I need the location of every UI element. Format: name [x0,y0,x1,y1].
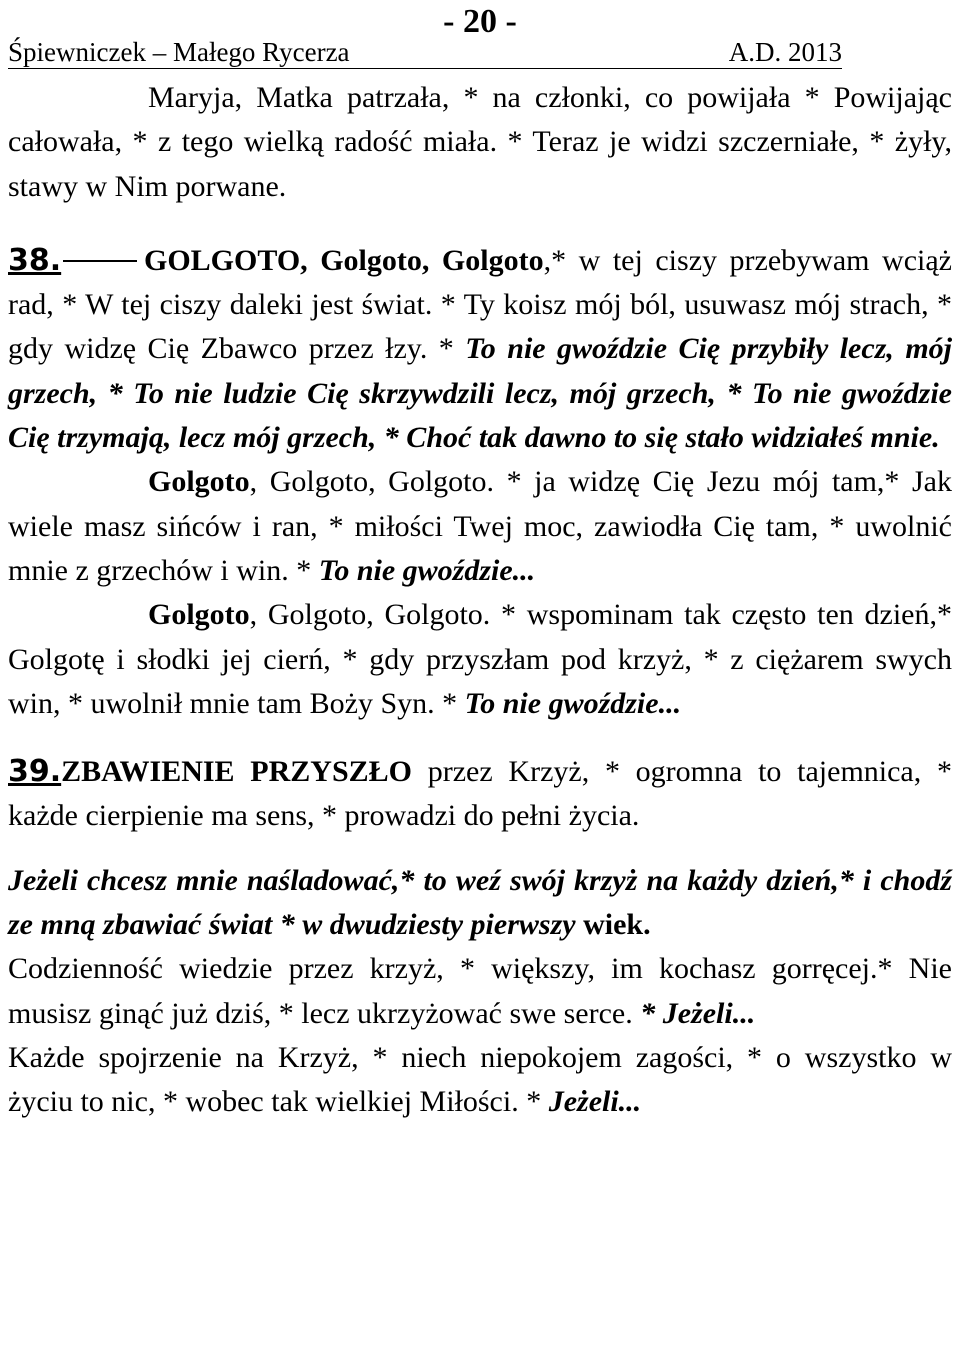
page-body [8,76,952,1125]
song-39-verse-3-text: Każde spojrzenie na Krzyż, * niech niepokojem zagości, * o wszystko w życiu to nic, * wobec tak wielkiej Miłości. * [8,1040,952,1119]
song-39-number: 39. [8,754,62,790]
song-39-verse-3 [8,1036,952,1125]
song-39-refrain-text: Jeżeli chcesz mnie naśladować,* to weź swój krzyż na każdy dzień,* i chodź ze mną zbawiać świat * w dwudziesty pierwszy [8,863,952,942]
song-39-verse-1-text: przez Krzyż, * ogromna to tajemnica, * każde cierpienie ma sens, * prowadzi do pełni życia. [8,755,952,833]
header-year: A.D. 2013 [728,37,842,67]
song-39-title: ZBAWIENIE PRZYSZŁO [61,755,412,789]
song-39-refrain-end: wiek. [583,908,651,942]
song-38-verse-1 [8,239,952,460]
song-39-verse-2-text: Codzienność wiedzie przez krzyż, * większy, im kochasz gorręcej.* Nie musisz ginąć już dziś, * lecz ukrzyżować swe serce. [8,952,952,1030]
song-38-verse-2-refrain: To nie gwoździe... [318,553,536,587]
song-39-verse-2 [8,947,952,1036]
song-38-verse-2-text: , Golgoto, Golgoto. * ja widzę Cię Jezu mój tam,* Jak wiele masz sińców i ran, * miłości Twej moc, zawiodła Cię tam, * uwolnić mnie z grzechów i win. * [8,465,952,587]
song-39-verse-1 [8,750,952,839]
song-38-verse-1-text: ,* w tej ciszy przebywam wciąż rad, * W tej ciszy daleki jest świat. * Ty koisz mój ból, usuwasz mój strach, * gdy widzę Cię Zbawco przez łzy. * [8,243,952,366]
song-39-verse-2-refrain: * Jeżeli... [640,996,756,1030]
song-38-refrain: To nie gwoździe Cię przybiły lecz, mój grzech, * To nie ludzie Cię skrzywdzili lecz, mój grzech, * To nie gwoździe Cię trzymają, lecz mój grzech, * Choć tak dawno to się stało widziałeś mnie. [8,332,952,455]
song-38-verse-3-start: Golgoto [148,598,250,632]
song-38-verse-2-start: Golgoto [148,465,250,499]
song-38-verse-3-refrain: To nie gwoździe... [464,686,682,720]
title-rule [63,260,137,262]
song-38-verse-2 [8,460,952,593]
song-39-refrain [8,859,952,948]
song-39-verse-3-refrain: Jeżeli... [548,1085,642,1119]
song-38-number: 38. [8,239,144,283]
running-header [8,36,842,69]
page-number: - 20 - [443,3,517,40]
song-38-verse-3-text: , Golgoto, Golgoto. * wspominam tak często ten dzień,* Golgotę i słodki jej cierń, * gdy przyszłam pod krzyż, * z ciężarem swych win, * uwolnił mnie tam Boży Syn. * [8,598,952,720]
song-38-title: GOLGOTO, Golgoto, Golgoto [144,243,544,277]
header-title: Śpiewniczek – Małego Rycerza [8,37,350,67]
stanza-continuation: Maryja, Matka patrzała, * na członki, co powijała * Powijając całowała, * z tego wielką radość miała. * Teraz je widzi szczerniałe, * żyły, stawy w Nim porwane. [8,81,952,203]
song-38-verse-3 [8,593,952,726]
